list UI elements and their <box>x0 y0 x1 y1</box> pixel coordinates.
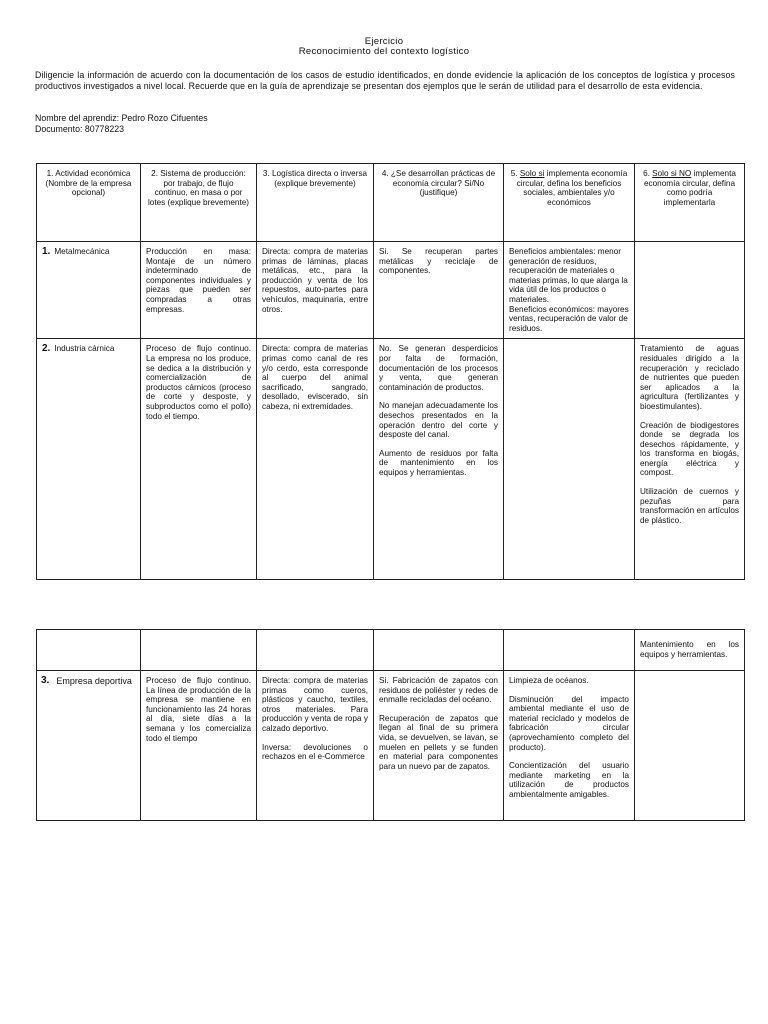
row3-activity-cell <box>37 671 141 821</box>
row1-number: 1. <box>42 246 51 257</box>
header-benefits-prefix: 5. <box>510 169 520 178</box>
header-implementation-rest: implementa economía circular, defina como podría implementarla <box>643 169 736 207</box>
row2-activity: Industria cárnica <box>54 344 115 354</box>
table-row <box>37 339 745 580</box>
row3-benefits-3: Concientización del usuario mediante marketing en la utilización de productos ambientalmente amigables. <box>509 761 629 799</box>
header-production-system: 2. Sistema de producción: por trabajo, de flujo continuo, en masa o por lotes (explique brevemente) <box>141 164 257 242</box>
row2-implement-1: Tratamiento de aguas residuales dirigido a la recuperación y reciclado de nutrientes que pueden ser aplicados a la agricultura (fertilizantes y bioestimulantes). <box>640 344 739 411</box>
student-document: Documento: 80778223 <box>35 124 125 134</box>
table-header-row <box>37 164 745 242</box>
table-row <box>37 242 745 339</box>
row1-benefits-cell <box>504 242 635 339</box>
row3-circular-2: Recuperación de zapatos que llegan al final de su primera vida, se devuelven, se lavan, se muelen en pellets y se funden en material para componentes para un nuevo par de zapatos. <box>379 713 498 771</box>
row3-benefits-cell <box>504 671 635 821</box>
row3-logistics-reverse: Inversa: devoluciones o rechazos en el e-Commerce <box>262 742 368 762</box>
row1-activity-cell <box>37 242 141 339</box>
row2-circular-cell <box>374 339 504 580</box>
row1-production: Producción en masa: Montaje de un número indeterminado de componentes individuales y piezas que pueden ser compradas a otras empresas. <box>141 242 257 339</box>
row2-benefits <box>504 339 635 580</box>
instructions-paragraph: Diligencie la información de acuerdo con la documentación de los casos de estudio identificados, en donde evidencie la aplicación de los conceptos de logística y procesos productivos investigados a nivel local. Recuerde que en la guía de aprendizaje se presentan dos ejemplos que le serán de utilidad para el desarrollo de esta evidencia. <box>35 70 735 91</box>
row3-logistics-direct: Directa: compra de materias primas como cueros, plásticos y caucho, textiles, otros materiales. Para producción y venta de ropa y calzado deportivo. <box>262 676 368 733</box>
header-benefits-underlined: Solo si <box>519 169 545 178</box>
header-implementation-prefix: 6. <box>643 169 653 178</box>
header-logistics: 3. Logística directa o inversa (explique brevemente) <box>257 164 374 242</box>
row1-implement <box>635 242 745 339</box>
document-title: Ejercicio <box>364 36 404 47</box>
row3-benefits-1: Limpieza de océanos. <box>509 676 589 685</box>
row2-implement-3: Utilización de cuernos y pezuñas para transformación en artículos de plástico. <box>640 487 739 525</box>
row2-number: 2. <box>42 343 51 355</box>
row2-production: Proceso de flujo continuo. La empresa no los produce, se dedica a la distribución y comercialización de productos cárnicos (proceso de corte y desposte, y subproductos como el pollo) todo el tiempo. <box>141 339 257 580</box>
table-row-continuation <box>37 630 745 671</box>
row1-activity: Metalmecánica <box>54 247 110 256</box>
row1-logistics: Directa: compra de materias primas de láminas, placas metálicas, etc., para la producción y venta de los repuestos, auto-partes para vehículos, maquinaria, entre otros. <box>257 242 374 339</box>
row3-circular-cell <box>374 671 504 821</box>
row3-number: 3. <box>41 675 50 686</box>
row3-implement <box>635 671 745 821</box>
row2-circular-1: No. Se generan desperdicios por falta de formación, documentación de los procesos y venta, que generan contaminación de productos. <box>379 344 498 392</box>
header-implementation <box>635 164 745 242</box>
row2-implement-cell <box>635 339 745 580</box>
row3-benefits-2: Disminución del impacto ambiental mediante el uso de material reciclado y modelos de fabricación circular (aprovechamiento completo del producto). <box>509 694 629 752</box>
header-circular-economy: 4. ¿Se desarrollan prácticas de economía circular? Si/No (justifique) <box>374 164 504 242</box>
row2-circular-2: No manejan adecuadamente los desechos presentados en la operación dentro del corte y desposte del canal. <box>379 401 498 440</box>
table-row <box>37 671 745 821</box>
row2-logistics: Directa: compra de materias primas como canal de res y/o cerdo, esta corresponde al cuerpo del animal sacrificado, sangrado, desollado, eviscerado, sin cabeza, ni extremidades. <box>257 339 374 580</box>
row1-circular: Si. Se recuperan partes metálicas y reciclaje de componentes. <box>374 242 504 339</box>
header-benefits-rest: implementa economía circular, defina los beneficios sociales, ambientales y/o económicos <box>516 169 628 207</box>
row2-implement-2: Creación de biodigestores donde se degrada los desechos rápidamente, y los transforma en biogás, energía eléctrica y compost. <box>640 420 739 478</box>
header-benefits <box>504 164 635 242</box>
row3-circular-1: Si. Fabricación de zapatos con residuos de poliéster y redes de enmalle recicladas del océano. <box>379 676 498 705</box>
row2-circular-3: Aumento de residuos por falta de mantenimiento en los equipos y herramientas. <box>379 448 498 477</box>
row1-benefits-economic: Beneficios económicos: mayores ventas, recuperación de valor de residuos. <box>509 304 629 333</box>
continuation-implement: Mantenimiento en los equipos y herramientas. <box>635 630 745 671</box>
logistics-table-part-2 <box>36 629 745 821</box>
header-activity: 1. Actividad económica (Nombre de la empresa opcional) <box>37 164 141 242</box>
row3-logistics-cell <box>257 671 374 821</box>
document-subtitle: Reconocimiento del contexto logístico <box>298 46 470 57</box>
row3-activity: Empresa deportiva <box>56 676 132 686</box>
row1-benefits-environmental: Beneficios ambientales: menor generación de residuos, recuperación de materiales o materias primas, lo que alarga la vida útil de los productos o materiales. <box>509 247 628 304</box>
student-name: Nombre del aprendiz: Pedro Rozo Cifuentes <box>35 113 208 123</box>
row3-production: Proceso de flujo continuo. La línea de producción de la empresa se mantiene en funcionamiento las 24 horas al día, siete días a la semana y los comercializa todo el tiempo <box>141 671 257 821</box>
logistics-table-part-1 <box>36 163 745 580</box>
header-implementation-underlined: Solo si NO <box>652 169 692 178</box>
row2-activity-cell <box>37 339 141 580</box>
